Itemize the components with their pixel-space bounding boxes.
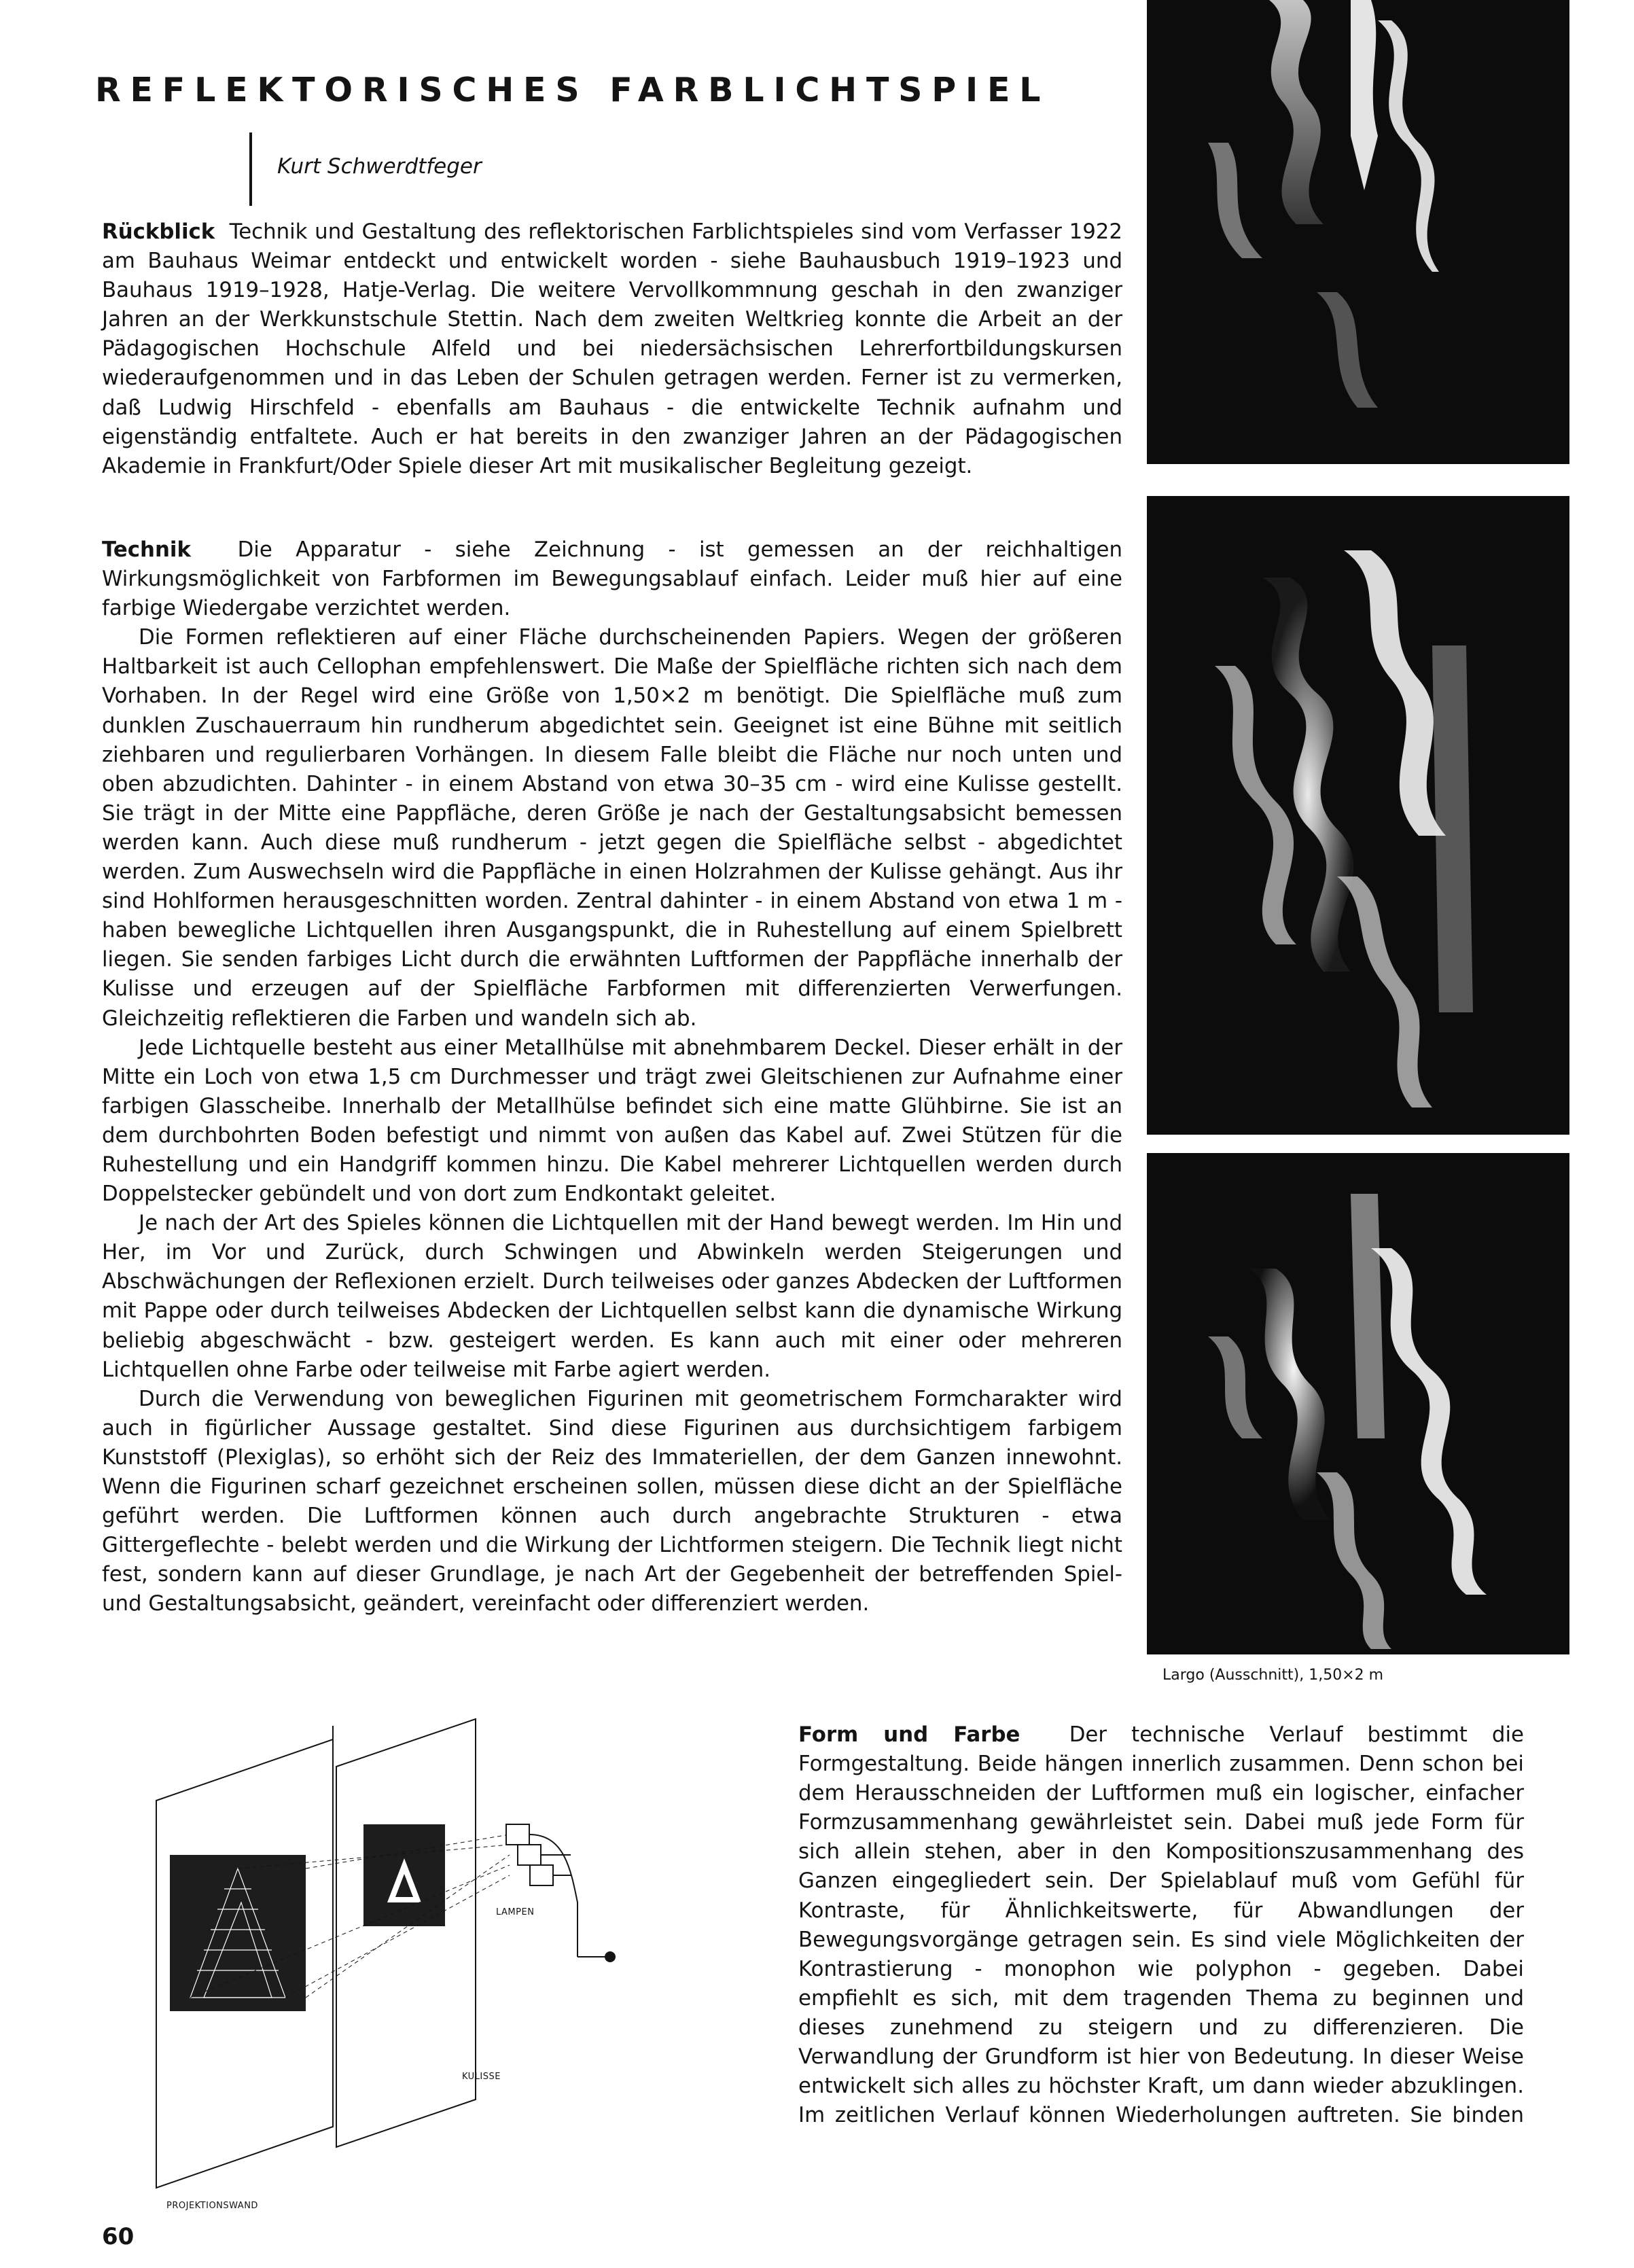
section-form-farbe (798, 1720, 1524, 2130)
section-rueckblick (102, 217, 1122, 481)
paragraph: Je nach der Art des Spieles können die Lichtquellen mit der Hand bewegt werden. Im Hin und Her, im Vor und Zurück, durch Schwingen und Abwinkeln werden Steigerungen und Abschwächungen der Reflexionen erzielt. Durch teilweises oder ganzes Abdecken der Luftformen mit Pappe oder durch teilweises Abdecken der Lichtquellen selbst kann die dynamische Wirkung beliebig abgeschwächt - bzw. gesteigert werden. Es kann auch mit einer oder mehreren Lichtquellen ohne Farbe oder teilweise mit Farbe agiert werden. (102, 1211, 1122, 1382)
light-play-photo (1147, 496, 1569, 1135)
section-technik (102, 535, 1122, 1618)
section-heading: Technik (102, 537, 191, 562)
projection-image (170, 1855, 306, 2011)
figure-caption: Largo (Ausschnitt), 1,50×2 m (1162, 1667, 1384, 1684)
paragraph-text: Technik und Gestaltung des reflektorischen Farblichtspieles sind vom Verfasser 1922 am Bauhaus Weimar entdeckt und entwickelt worden - siehe Bauhausbuch 1919–1923 und Bauhaus 1919–1928, Hatje-Verlag. Die weitere Vervollkommnung geschah in den zwanziger Jahren an der Werkkunstschule Stettin. Nach dem zweiten Weltkrieg konnte die Arbeit an der Pädagogischen Hochschule Alfeld und bei niedersächsischen Lehrerfortbildungskursen wiederaufgenommen und in das Leben der Schulen getragen werden. Ferner ist zu vermerken, daß Ludwig Hirschfeld - ebenfalls am Bauhaus - die entwickelte Technik aufnahm und eigenständig entfaltete. Auch er hat bereits in den zwanziger Jahren an der Pädagogischen Akademie in Frankfurt/Oder Spiele dieser Art mit musikalischer Begleitung gezeigt. (102, 219, 1122, 478)
paragraph: Jede Lichtquelle besteht aus einer Metallhülse mit abnehmbarem Deckel. Dieser erhält in der Mitte ein Loch von etwa 1,5 cm Durchmesser und trägt zwei Gleitschienen zur Aufnahme einer farbigen Glasscheibe. Innerhalb der Metallhülse befindet sich eine matte Glühbirne. Sie ist an dem durchbohrten Boden befestigt und nimmt von außen das Kabel auf. Zwei Stützen für die Ruhestellung und ein Handgriff kommen hinzu. Die Kabel mehrerer Lichtquellen werden durch Doppelstecker gebündelt und von dort zum Endkontakt geleitet. (102, 1035, 1122, 1207)
label-kulisse: KULISSE (462, 2072, 501, 2082)
light-play-photo (1147, 0, 1569, 464)
byline-rule (249, 132, 252, 206)
section-heading: Form und Farbe (798, 1722, 1020, 1747)
light-play-photo (1147, 1153, 1569, 1654)
paragraph-text: Die Apparatur - siehe Zeichnung - ist gemessen an der reichhaltigen Wirkungsmöglichkeit von Farbformen im Bewegungsablauf einfach. Leider muß hier auf eine farbige Wiedergabe verzichtet werden. (102, 537, 1122, 621)
label-lampen: LAMPEN (496, 1907, 535, 1917)
label-projektionswand: PROJEKTIONSWAND (166, 2201, 258, 2211)
paragraph (102, 217, 1122, 481)
author-name: Kurt Schwerdtfeger (277, 154, 482, 179)
paragraph: Durch die Verwendung von beweglichen Figurinen mit geometrischem Formcharakter wird auch in figürlicher Aussage gestaltet. Sind diese Figurinen aus durchsichtigem farbigem Kunststoff (Plexiglas), so erhöht sich der Reiz des Immateriellen, der dem Ganzen innewohnt. Wenn die Figurinen scharf gezeichnet erscheinen sollen, müssen diese dicht an der Spielfläche geführt werden. Die Luftformen können auch durch angebrachte Strukturen - etwa Gittergeflechte - belebt werden und die Wirkung der Lichtformen steigern. Die Technik liegt nicht fest, sondern kann auf dieser Grundlage, je nach Art der Gegebenheit der betreffenden Spiel- und Gestaltungsabsicht, geändert, vereinfacht oder differenziert werden. (102, 1386, 1122, 1616)
article-title: REFLEKTORISCHES FARBLICHTSPIEL (95, 71, 1050, 109)
paragraph (798, 1720, 1524, 2130)
paragraph-text: Der technische Verlauf bestimmt die Formgestaltung. Beide hängen innerlich zusammen. Denn schon bei dem Herausschneiden der Luftformen muß ein logischer, einfacher Formzusammenhang gewährleistet sein. Dabei muß jede Form für sich allein stehen, aber in den Kompositionszusammenhang des Ganzen eingegliedert sein. Der Spielablauf muß vom Gefühl für Kontraste, für Ähnlichkeitswerte, für Abwandlungen der Bewegungsvorgänge getragen sein. Es sind viele Möglichkeiten der Kontrastierung - monophon wie polyphon - gegeben. Dabei empfiehlt es sich, mit dem tragenden Thema zu beginnen und dieses zunehmend zu steigern und zu differenzieren. Die Verwandlung der Grundform ist hier von Bedeutung. In dieser Weise entwickelt sich alles zu höchster Kraft, um dann wieder abzuklingen. Im zeitlichen Verlauf können Wiederholungen auftreten. Sie binden (798, 1722, 1524, 2128)
paragraph: Die Formen reflektieren auf einer Fläche durchscheinenden Papiers. Wegen der größeren Haltbarkeit ist auch Cellophan empfehlenswert. Die Maße der Spielfläche richten sich nach dem Vorhaben. In der Regel wird eine Größe von 1,50×2 m benötigt. Die Spielfläche muß zum dunklen Zuschauerraum hin rundherum abgedichtet sein. Geeignet ist eine Bühne mit seitlich ziehbaren und regulierbaren Vorhängen. In diesem Falle bleibt die Fläche nur noch unten und oben abzudichten. Dahinter - in einem Abstand von etwa 30–35 cm - wird eine Kulisse gestellt. Sie trägt in der Mitte eine Pappfläche, deren Größe je nach der Gestaltungsabsicht bemessen werden kann. Auch diese muß rundherum - jetzt gegen die Spielfläche selbst - abgedichtet werden. Zum Auswechseln wird die Pappfläche in einen Holzrahmen der Kulisse gehängt. Aus ihr sind Hohlformen herausgeschnitten worden. Zentral dahinter - in einem Abstand von etwa 1 m - haben bewegliche Lichtquellen ihren Ausgangspunkt, die in Ruhestellung auf einem Spielbrett liegen. Sie senden farbiges Licht durch die erwähnten Luftformen der Pappfläche innerhalb der Kulisse und erzeugen auf der Spielfläche Farbformen mit differenzierten Verwerfungen. Gleichzeitig reflektieren die Farben und wandeln sich ab. (102, 625, 1122, 1031)
paragraph (102, 535, 1122, 623)
page-number: 60 (102, 2223, 135, 2250)
apparatus-diagram (102, 1699, 700, 2211)
kulisse-frame (336, 1719, 476, 2147)
section-heading: Rückblick (102, 219, 215, 244)
